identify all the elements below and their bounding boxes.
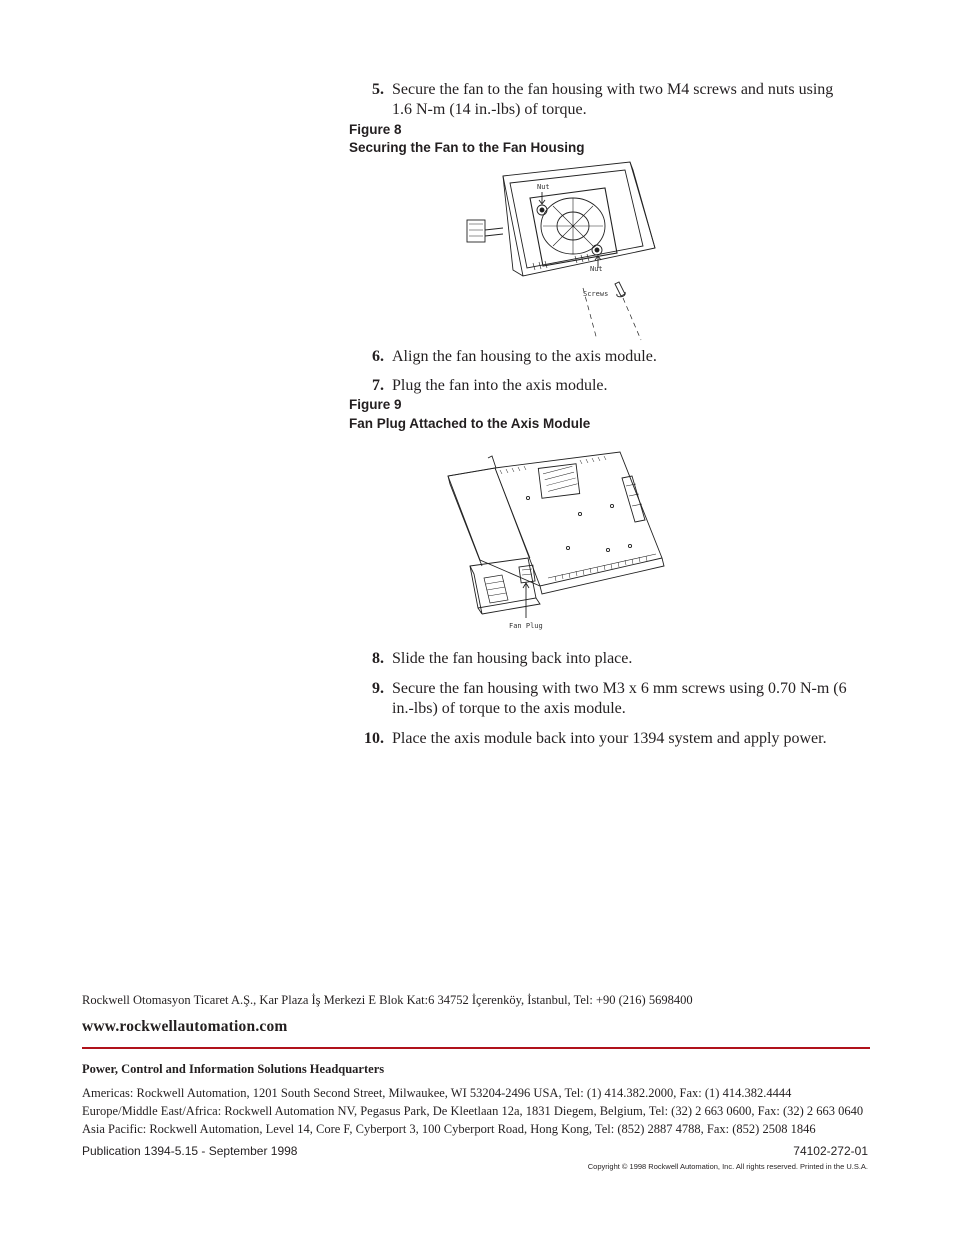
americas-address: Americas: Rockwell Automation, 1201 South Second Street, Milwaukee, WI 53204-2496 USA, Tel: (1) 414.382.2000, Fax: (1) 414.382.4444 — [82, 1086, 792, 1100]
website-link[interactable]: www.rockwellautomation.com — [82, 1018, 288, 1035]
figure-9-drawing — [440, 448, 670, 638]
axis-module-body — [495, 452, 662, 586]
figure-9-caption: Fan Plug Attached to the Axis Module — [349, 416, 591, 431]
turkey-office-address: Rockwell Otomasyon Ticaret A.Ş., Kar Plaza İş Merkezi E Blok Kat:6 34752 İçerenköy, İstanbul, Tel: +90 (216) 5698400 — [82, 993, 693, 1007]
callout-fan-plug: Fan Plug — [509, 622, 543, 630]
step-text: Secure the fan to the fan housing with two M4 screws and nuts using 1.6 N-m (14 in.-lbs) of torque. — [392, 81, 834, 118]
figure-9-number: Figure 9 — [349, 397, 402, 412]
part-number: 74102-272-01 — [793, 1144, 868, 1158]
emea-address: Europe/Middle East/Africa: Rockwell Automation NV, Pegasus Park, De Kleetlaan 12a, 1831 Diegem, Belgium, Tel: (32) 2 663 0600, Fax: (32) 2 663 0640 — [82, 1104, 864, 1118]
callout-nut-top: Nut — [537, 183, 550, 191]
step-text: Plug the fan into the axis module. — [392, 377, 608, 394]
hq-title: Power, Control and Information Solutions Headquarters — [82, 1062, 385, 1076]
module-label-panel — [538, 464, 579, 498]
copyright-notice: Copyright © 1998 Rockwell Automation, Inc. All rights reserved. Printed in the U.S.A. — [587, 1162, 868, 1171]
figure-8-number: Figure 8 — [349, 122, 402, 137]
step-number: 8. — [372, 650, 384, 667]
footer-divider — [82, 1047, 870, 1049]
publication-number: Publication 1394-5.15 - September 1998 — [82, 1144, 298, 1158]
callout-nut-bottom: Nut — [590, 265, 603, 273]
step-number: 6. — [372, 348, 384, 365]
fan-plug-connector — [467, 220, 485, 242]
step-number: 9. — [372, 680, 384, 697]
step-text: Place the axis module back into your 1394 system and apply power. — [392, 730, 827, 747]
figure-8-caption: Securing the Fan to the Fan Housing — [349, 140, 585, 155]
step-number: 7. — [372, 377, 384, 394]
figure-8-drawing — [455, 158, 665, 343]
side-plate — [448, 468, 530, 558]
side-connector — [622, 476, 645, 522]
bottom-vent-strip — [548, 554, 656, 578]
callout-screws: Screws — [583, 290, 609, 298]
step-text: Align the fan housing to the axis module. — [392, 348, 657, 365]
step-text: Secure the fan housing with two M3 x 6 mm screws using 0.70 N-m (6 in.-lbs) of torque to the axis module. — [392, 680, 847, 717]
step-number: 10. — [364, 730, 384, 747]
step-number: 5. — [372, 81, 384, 98]
fan-cable — [485, 228, 503, 236]
step-text: Slide the fan housing back into place. — [392, 650, 633, 667]
screw — [615, 282, 625, 296]
asia-address: Asia Pacific: Rockwell Automation, Level 14, Core F, Cyberport 3, 100 Cyberport Road, Hong Kong, Tel: (852) 2887 4788, Fax: (852) 2508 1846 — [82, 1122, 816, 1136]
fan-housing — [503, 162, 655, 276]
